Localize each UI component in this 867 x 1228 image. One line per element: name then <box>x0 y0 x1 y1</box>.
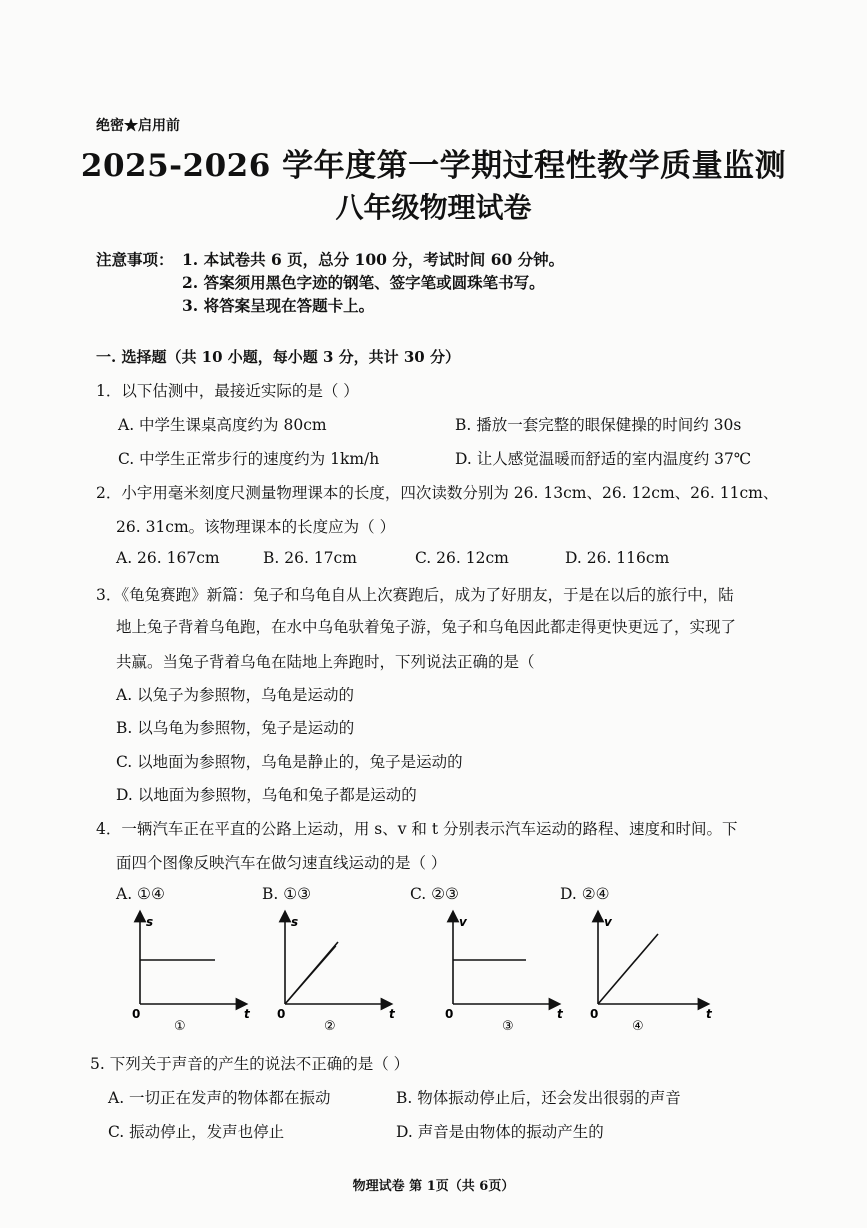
graph-3-number: ③ <box>502 1019 514 1034</box>
q3-option-b: B. 以乌龟为参照物，兔子是运动的 <box>116 719 355 737</box>
graph-1-number: ① <box>174 1019 186 1034</box>
q2-option-d: D. 26. 116cm <box>565 549 670 567</box>
graph-4 <box>590 915 713 1034</box>
q2-option-c: C. 26. 12cm <box>415 549 509 567</box>
q1-option-c: C. 中学生正常步行的速度约为 1km/h <box>118 450 380 468</box>
q5-option-b: B. 物体振动停止后，还会发出很弱的声音 <box>396 1089 681 1107</box>
graph-2-xlabel: t <box>389 1007 395 1021</box>
graph-4-xlabel: t <box>706 1007 712 1021</box>
q4-line-2: 面四个图像反映汽车在做匀速直线运动的是（ ） <box>116 854 447 872</box>
graph-1 <box>132 915 251 1034</box>
graph-1-origin: 0 <box>132 1007 141 1021</box>
notice-item-1: 1. 本试卷共 6 页，总分 100 分，考试时间 60 分钟。 <box>182 250 565 269</box>
q4-option-a: A. ①④ <box>116 885 165 903</box>
graph-3-xlabel: t <box>557 1007 563 1021</box>
q3-line-2: 地上兔子背着乌龟跑，在水中乌龟驮着兔子游，兔子和乌龟因此都走得更快更远了，实现了 <box>116 618 737 636</box>
notice-item-2: 2. 答案须用黑色字迹的钢笔、签字笔或圆珠笔书写。 <box>182 273 545 292</box>
graph-3-origin: 0 <box>445 1007 454 1021</box>
q3-option-c: C. 以地面为参照物，乌龟是静止的，兔子是运动的 <box>116 753 463 771</box>
graph-2 <box>277 915 396 1034</box>
q3-option-d: D. 以地面为参照物，乌龟和兔子都是运动的 <box>116 786 417 804</box>
q4-option-c: C. ②③ <box>410 885 459 903</box>
q2-option-b: B. 26. 17cm <box>263 549 357 567</box>
page-footer: 物理试卷 第 1页（共 6页） <box>352 1179 515 1194</box>
q3-line-3: 共赢。当兔子背着乌龟在陆地上奔跑时，下列说法正确的是（ <box>116 653 535 671</box>
q5-option-d: D. 声音是由物体的振动产生的 <box>396 1123 604 1141</box>
q5-stem: 5. 下列关于声音的产生的说法不正确的是（ ） <box>90 1055 410 1073</box>
q2-option-a: A. 26. 167cm <box>116 549 220 567</box>
graph-2-number: ② <box>324 1019 336 1034</box>
q3-line-1: 3．《龟兔赛跑》新篇：兔子和乌龟自从上次赛跑后，成为了好朋友，于是在以后的旅行中，陆 <box>96 586 734 604</box>
graph-2-ylabel: s <box>291 915 299 929</box>
q4-option-b: B. ①③ <box>262 885 312 903</box>
q1-option-b: B. 播放一套完整的眼保健操的时间约 30s <box>455 416 742 434</box>
notice-label: 注意事项： <box>96 250 174 269</box>
graph-2-origin: 0 <box>277 1007 286 1021</box>
q4-option-d: D. ②④ <box>560 885 610 903</box>
q3-option-a: A. 以兔子为参照物，乌龟是运动的 <box>116 686 355 704</box>
q1-option-a: A. 中学生课桌高度约为 80cm <box>118 416 327 434</box>
q2-line-2: 26. 31cm。该物理课本的长度应为（ ） <box>116 518 396 536</box>
graph-3 <box>445 915 564 1034</box>
q4-line-1: 4．一辆汽车正在平直的公路上运动，用 s、v 和 t 分别表示汽车运动的路程、速度和时间。下 <box>96 820 738 838</box>
q1-stem: 1．以下估测中，最接近实际的是（ ） <box>96 382 359 400</box>
notice-item-3: 3. 将答案呈现在答题卡上。 <box>182 296 375 315</box>
graph-4-number: ④ <box>632 1019 644 1034</box>
exam-title: 2025-2026 学年度第一学期过程性教学质量监测 <box>80 148 787 184</box>
q2-line-1: 2．小宇用毫米刻度尺测量物理课本的长度，四次读数分别为 26. 13cm、26. 12cm、26. 11cm、 <box>96 484 779 502</box>
q5-option-c: C. 振动停止，发声也停止 <box>108 1123 285 1141</box>
section-title: 一. 选择题（共 10 小题，每小题 3 分，共计 30 分） <box>96 348 460 366</box>
q5-option-a: A. 一切正在发声的物体都在振动 <box>108 1089 331 1107</box>
graph-3-ylabel: v <box>459 915 467 929</box>
q4-graphs <box>110 908 750 1038</box>
graph-4-origin: 0 <box>590 1007 599 1021</box>
q1-option-d: D. 让人感觉温暖而舒适的室内温度约 37℃ <box>455 450 752 468</box>
exam-subtitle: 八年级物理试卷 <box>335 191 532 224</box>
confidential-mark: 绝密★启用前 <box>96 118 180 134</box>
graph-4-ylabel: v <box>604 915 612 929</box>
graph-1-xlabel: t <box>244 1007 250 1021</box>
graph-1-ylabel: s <box>146 915 154 929</box>
